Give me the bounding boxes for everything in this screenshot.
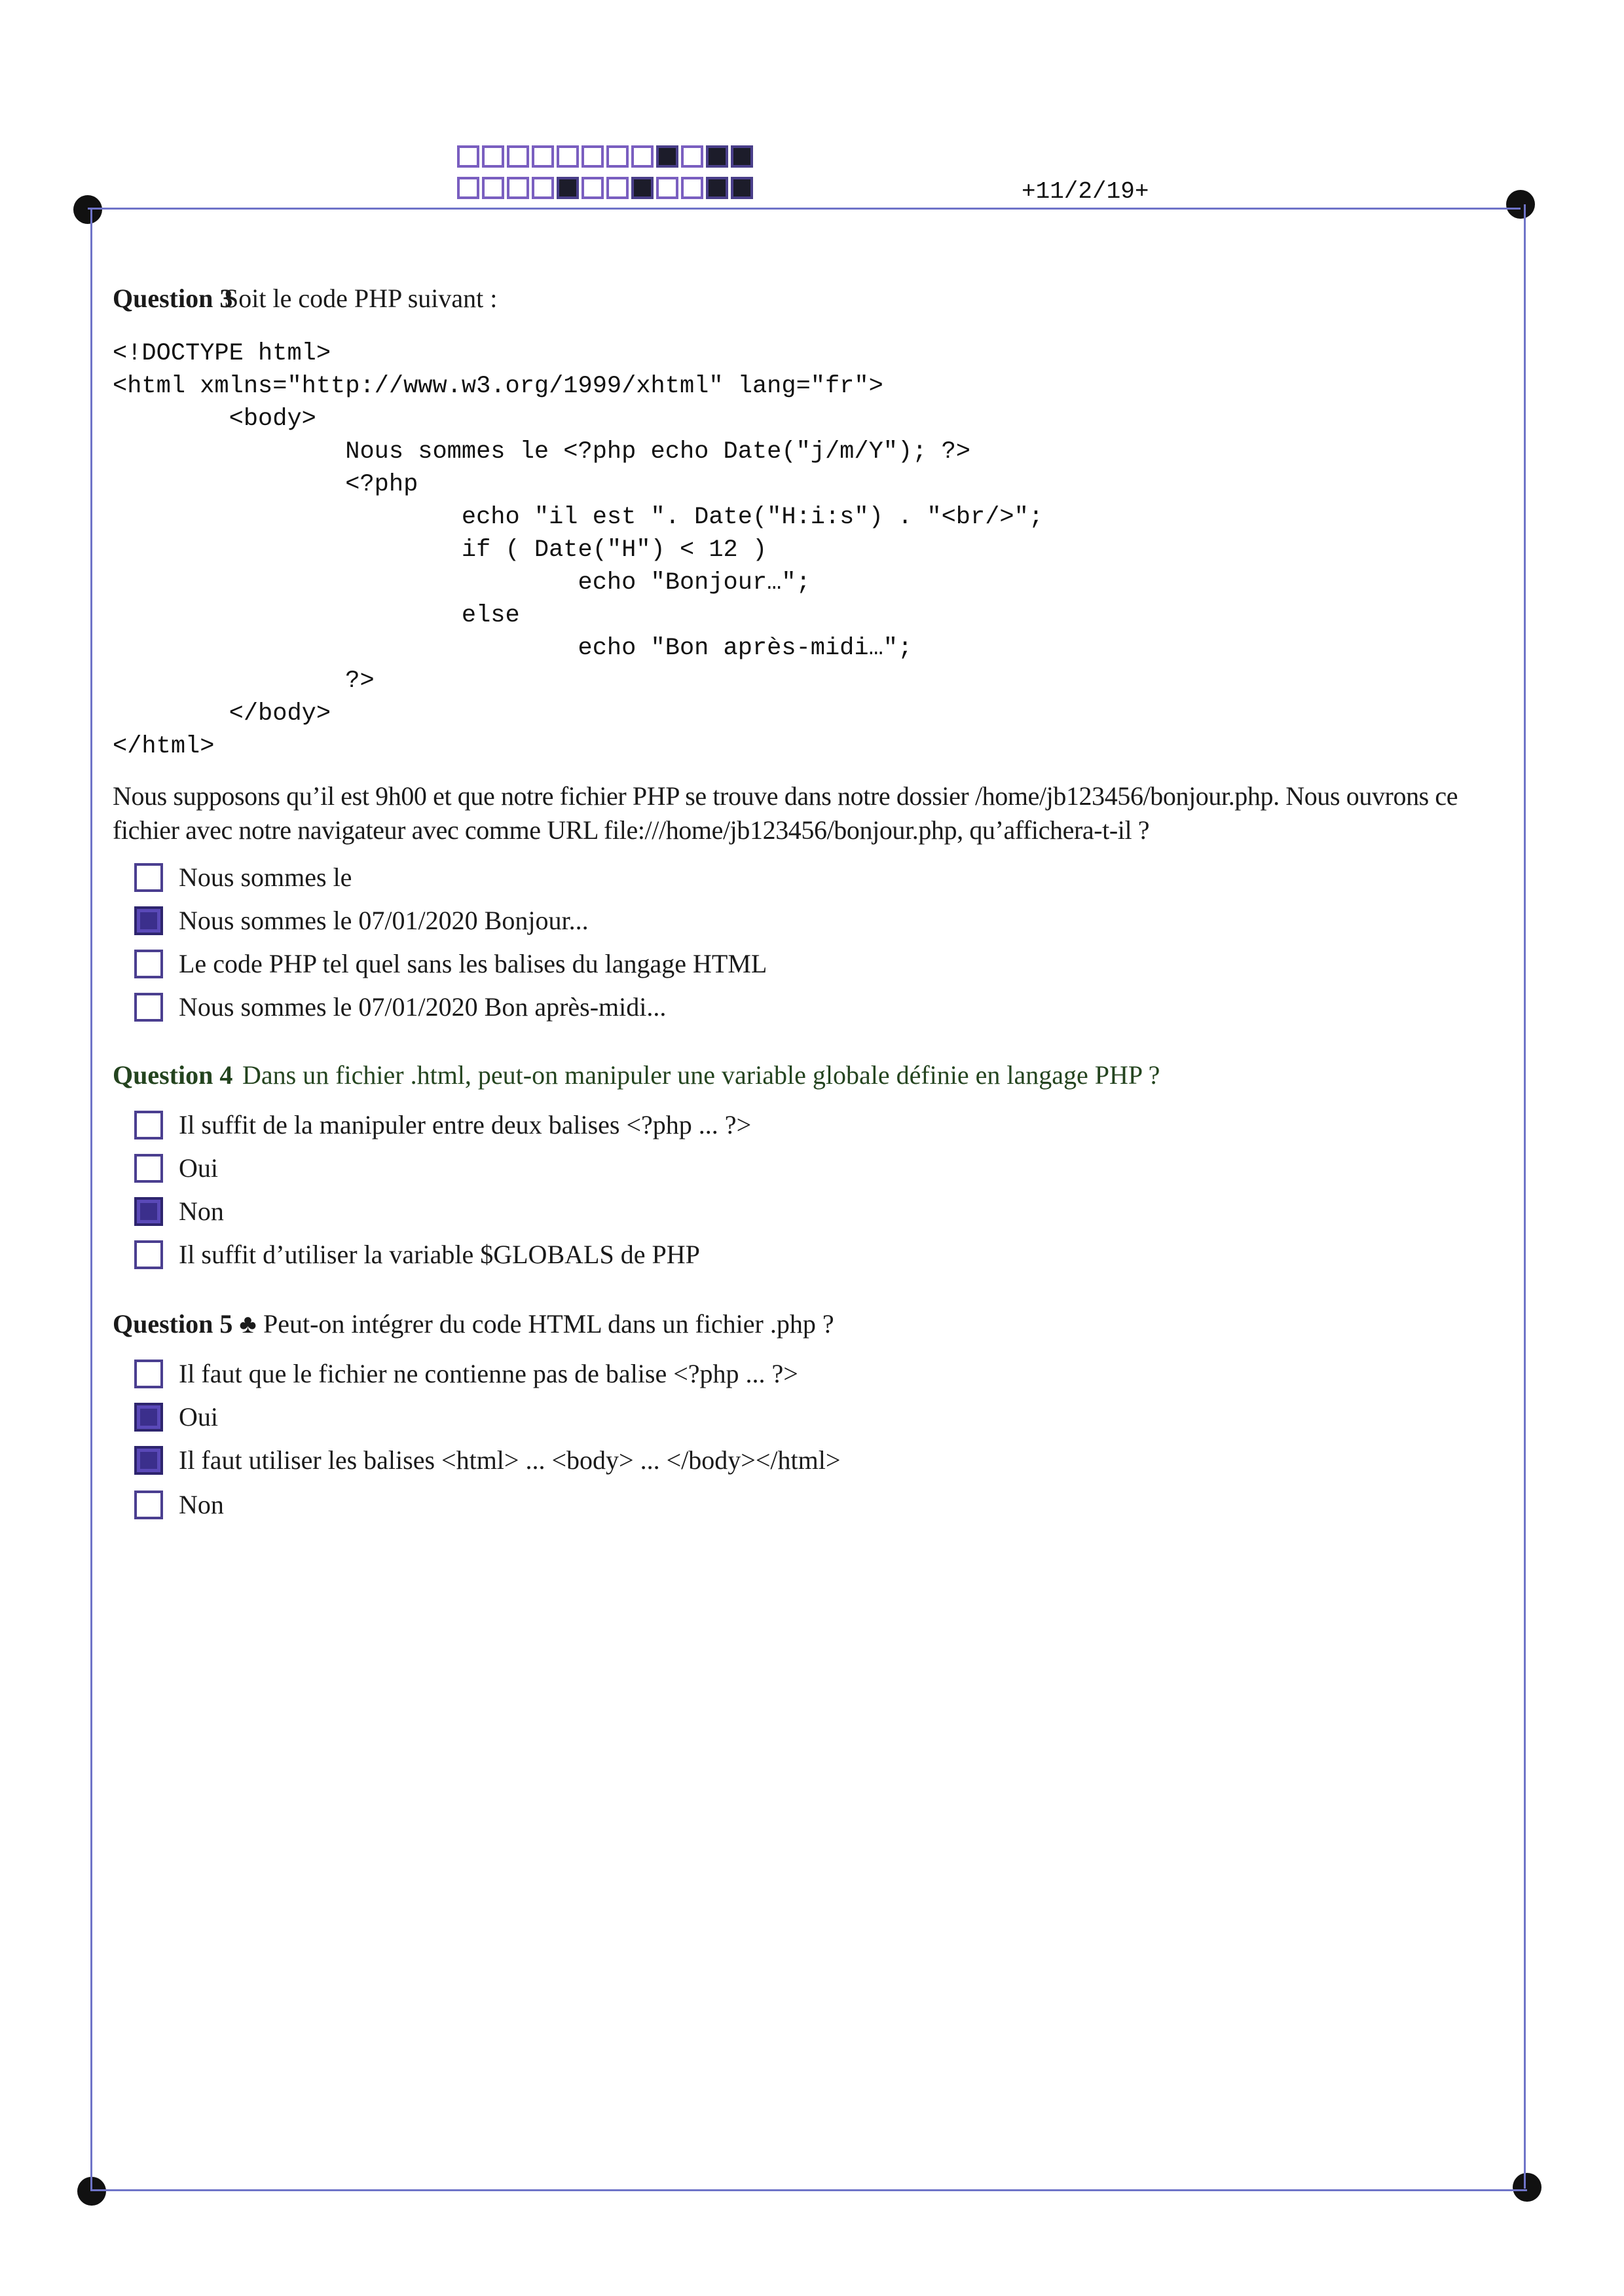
answer-text: Non	[179, 1196, 224, 1226]
question-3-paragraph: Nous supposons qu’il est 9h00 et que notre fichier PHP se trouve dans notre dossier /home/jb123456/bonjour.php. Nous ouvrons ce fichier avec notre navigateur avec comme URL file:///home/jb123456/bonjour.php, qu’affichera-t-il ?	[113, 781, 1458, 845]
code-line: echo "Bonjour…";	[113, 569, 811, 597]
code-line: <!DOCTYPE html>	[113, 340, 331, 367]
id-row2-cell	[631, 177, 654, 199]
answer-checkbox[interactable]	[134, 906, 163, 935]
id-row2-cell	[656, 177, 678, 199]
question-3-header	[113, 283, 497, 314]
q5-answer-option[interactable]	[134, 1445, 840, 1475]
page-code: +11/2/19+	[1022, 178, 1149, 205]
question-4-header	[113, 1060, 1160, 1090]
q3-answer-option[interactable]	[134, 905, 589, 936]
question-5-label: Question 5 ♣	[113, 1309, 257, 1339]
id-row1-cell	[631, 145, 654, 168]
question-4-text: Dans un fichier .html, peut-on manipuler une variable globale définie en langage PHP ?	[242, 1060, 1160, 1090]
id-row2-cell	[706, 177, 728, 199]
id-row2-cell	[532, 177, 554, 199]
question-3-text: Soit le code PHP suivant :	[224, 284, 498, 313]
question-5-text: Peut-on intégrer du code HTML dans un fichier .php ?	[263, 1309, 834, 1339]
id-row1-cell	[581, 145, 604, 168]
answer-checkbox[interactable]	[134, 1491, 163, 1519]
id-row2-cell	[606, 177, 629, 199]
answer-text: Il faut utiliser les balises <html> ... <body> ... </body></html>	[179, 1445, 841, 1475]
answer-checkbox[interactable]	[134, 1240, 163, 1269]
code-line: echo "il est ". Date("H:i:s") . "<br/>";	[113, 504, 1044, 531]
q5-answer-option[interactable]	[134, 1401, 218, 1432]
id-row1-cell	[656, 145, 678, 168]
id-row1-cell	[482, 145, 504, 168]
answer-checkbox[interactable]	[134, 1197, 163, 1226]
q5-answer-option[interactable]	[134, 1358, 798, 1389]
q4-answer-option[interactable]	[134, 1109, 751, 1140]
id-row2-cell	[581, 177, 604, 199]
code-line: echo "Bon après-midi…";	[113, 635, 913, 662]
answer-checkbox[interactable]	[134, 993, 163, 1022]
student-id-grid-row-1	[457, 145, 756, 168]
id-row1-cell	[557, 145, 579, 168]
id-row2-cell	[482, 177, 504, 199]
id-row2-cell	[731, 177, 753, 199]
id-row2-cell	[557, 177, 579, 199]
answer-text: Il suffit de la manipuler entre deux balises <?php ... ?>	[179, 1110, 752, 1139]
q3-answer-option[interactable]	[134, 991, 666, 1022]
answer-text: Nous sommes le	[179, 862, 352, 892]
id-row1-cell	[731, 145, 753, 168]
code-line: else	[113, 602, 520, 629]
answer-text: Il faut que le fichier ne contienne pas de balise <?php ... ?>	[179, 1359, 798, 1388]
q4-answer-option[interactable]	[134, 1239, 700, 1270]
answer-text: Nous sommes le 07/01/2020 Bonjour...	[179, 906, 589, 935]
id-row2-cell	[457, 177, 479, 199]
frame-bottom	[92, 2189, 1527, 2191]
code-line: Nous sommes le <?php echo Date("j/m/Y"); ?>	[113, 438, 971, 466]
corner-mark-top-right	[1506, 190, 1535, 219]
q4-answer-option[interactable]	[134, 1153, 218, 1183]
id-row1-cell	[681, 145, 703, 168]
answer-checkbox[interactable]	[134, 1111, 163, 1139]
code-line: <html xmlns="http://www.w3.org/1999/xhtml" lang="fr">	[113, 373, 883, 400]
id-row2-cell	[681, 177, 703, 199]
id-row1-cell	[706, 145, 728, 168]
answer-text: Non	[179, 1490, 224, 1519]
id-row1-cell	[606, 145, 629, 168]
code-line: ?>	[113, 667, 375, 695]
frame-right	[1524, 204, 1526, 2189]
code-line: if ( Date("H") < 12 )	[113, 536, 767, 564]
corner-mark-top-left	[73, 195, 102, 224]
corner-mark-bottom-right	[1513, 2173, 1541, 2202]
id-row1-cell	[457, 145, 479, 168]
answer-text: Oui	[179, 1153, 218, 1183]
id-row1-cell	[507, 145, 529, 168]
answer-checkbox[interactable]	[134, 863, 163, 892]
id-row1-cell	[532, 145, 554, 168]
q3-answer-option[interactable]	[134, 948, 767, 979]
answer-text: Il suffit d’utiliser la variable $GLOBALS de PHP	[179, 1240, 700, 1269]
id-row2-cell	[507, 177, 529, 199]
answer-text: Le code PHP tel quel sans les balises du langage HTML	[179, 949, 767, 978]
q3-answer-option[interactable]	[134, 862, 352, 893]
code-line: </html>	[113, 733, 215, 760]
php-code-block	[113, 337, 1043, 763]
code-line: <body>	[113, 405, 316, 433]
question-5-header	[113, 1308, 834, 1339]
answer-checkbox[interactable]	[134, 950, 163, 978]
question-3-label: Question 3	[113, 284, 233, 313]
code-line: </body>	[113, 700, 331, 728]
q4-answer-option[interactable]	[134, 1196, 224, 1227]
frame-left	[90, 210, 92, 2191]
frame-top	[88, 208, 1521, 210]
student-id-grid-row-2	[457, 177, 756, 199]
answer-checkbox[interactable]	[134, 1446, 163, 1475]
answer-checkbox[interactable]	[134, 1360, 163, 1388]
q5-answer-option[interactable]	[134, 1489, 224, 1520]
answer-checkbox[interactable]	[134, 1403, 163, 1432]
answer-text: Oui	[179, 1402, 218, 1432]
answer-text: Nous sommes le 07/01/2020 Bon après-midi...	[179, 992, 667, 1022]
answer-checkbox[interactable]	[134, 1154, 163, 1183]
code-line: <?php	[113, 471, 418, 498]
question-4-label: Question 4	[113, 1060, 233, 1090]
